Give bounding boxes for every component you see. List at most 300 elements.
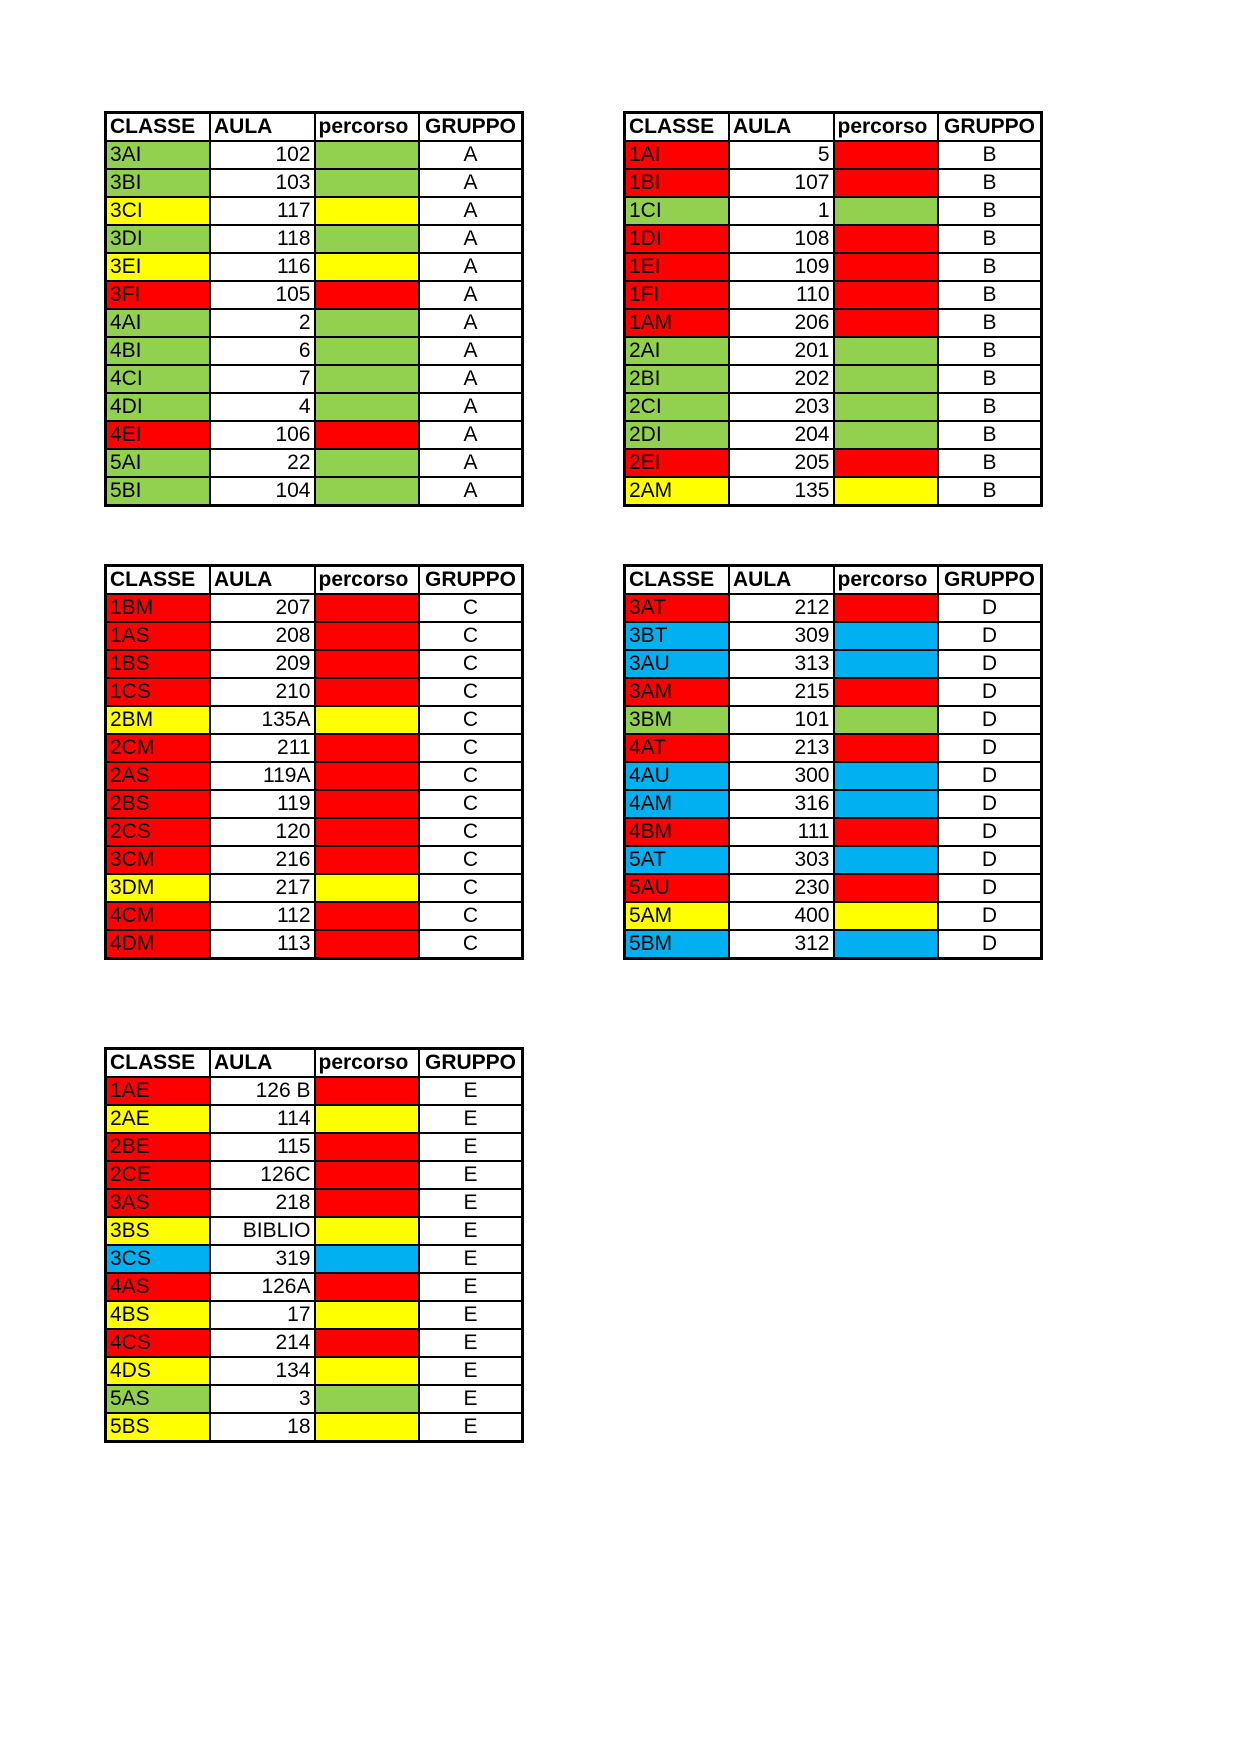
cell-percorso-swatch [315, 1329, 420, 1357]
table-row [625, 874, 1042, 902]
cell-percorso-swatch [834, 365, 939, 393]
table-row [625, 818, 1042, 846]
cell-classe: 4AI [106, 309, 211, 337]
cell-gruppo: E [419, 1413, 523, 1442]
cell-aula: 135 [729, 477, 834, 506]
header-classe: CLASSE [106, 1049, 211, 1078]
table-row [106, 197, 523, 225]
cell-classe: 5AM [625, 902, 730, 930]
table-row [106, 622, 523, 650]
cell-gruppo: E [419, 1245, 523, 1273]
table-row [625, 846, 1042, 874]
cell-classe: 3CI [106, 197, 211, 225]
table-row [625, 393, 1042, 421]
cell-classe: 4DI [106, 393, 211, 421]
cell-aula: 1 [729, 197, 834, 225]
table-row [106, 141, 523, 169]
cell-aula: 208 [210, 622, 315, 650]
cell-classe: 2EI [625, 449, 730, 477]
table-row [106, 1189, 523, 1217]
cell-aula: 210 [210, 678, 315, 706]
cell-aula: 309 [729, 622, 834, 650]
cell-aula: 119A [210, 762, 315, 790]
cell-gruppo: C [419, 734, 523, 762]
cell-percorso-swatch [315, 734, 420, 762]
cell-percorso-swatch [834, 421, 939, 449]
cell-gruppo: B [938, 197, 1042, 225]
header-classe: CLASSE [106, 113, 211, 142]
cell-aula: 22 [210, 449, 315, 477]
cell-classe: 2DI [625, 421, 730, 449]
cell-gruppo: C [419, 874, 523, 902]
cell-percorso-swatch [315, 678, 420, 706]
cell-percorso-swatch [834, 678, 939, 706]
cell-classe: 4DM [106, 930, 211, 959]
cell-aula: 319 [210, 1245, 315, 1273]
cell-classe: 3DM [106, 874, 211, 902]
cell-percorso-swatch [834, 477, 939, 506]
cell-percorso-swatch [834, 197, 939, 225]
cell-classe: 3BI [106, 169, 211, 197]
table-row [106, 253, 523, 281]
cell-percorso-swatch [834, 337, 939, 365]
cell-classe: 1BI [625, 169, 730, 197]
cell-percorso-swatch [315, 930, 420, 959]
cell-classe: 2BM [106, 706, 211, 734]
header-aula: AULA [210, 113, 315, 142]
cell-classe: 2BS [106, 790, 211, 818]
cell-classe: 5BM [625, 930, 730, 959]
cell-classe: 3CS [106, 1245, 211, 1273]
cell-aula: 115 [210, 1133, 315, 1161]
cell-percorso-swatch [315, 477, 420, 506]
table-row [625, 650, 1042, 678]
cell-classe: 4BI [106, 337, 211, 365]
cell-gruppo: D [938, 622, 1042, 650]
cell-classe: 1BM [106, 594, 211, 622]
cell-percorso-swatch [315, 1133, 420, 1161]
cell-aula: 126A [210, 1273, 315, 1301]
cell-percorso-swatch [315, 1077, 420, 1105]
cell-percorso-swatch [315, 197, 420, 225]
cell-percorso-swatch [834, 930, 939, 959]
cell-percorso-swatch [315, 337, 420, 365]
cell-percorso-swatch [315, 1189, 420, 1217]
cell-classe: 1EI [625, 253, 730, 281]
cell-classe: 3DI [106, 225, 211, 253]
cell-gruppo: A [419, 225, 523, 253]
cell-aula: 106 [210, 421, 315, 449]
header-classe: CLASSE [106, 566, 211, 595]
cell-percorso-swatch [315, 902, 420, 930]
table-group-d [623, 564, 1043, 960]
cell-percorso-swatch [315, 281, 420, 309]
header-gruppo: GRUPPO [938, 566, 1042, 595]
cell-percorso-swatch [315, 1357, 420, 1385]
cell-gruppo: B [938, 365, 1042, 393]
cell-gruppo: D [938, 930, 1042, 959]
cell-percorso-swatch [315, 1217, 420, 1245]
cell-gruppo: C [419, 650, 523, 678]
cell-aula: 117 [210, 197, 315, 225]
table-row [625, 477, 1042, 506]
cell-classe: 4EI [106, 421, 211, 449]
table-group-e [104, 1047, 524, 1443]
cell-classe: 2CI [625, 393, 730, 421]
table-row [625, 253, 1042, 281]
table-row [106, 1329, 523, 1357]
cell-classe: 1AS [106, 622, 211, 650]
cell-gruppo: A [419, 169, 523, 197]
cell-percorso-swatch [315, 1245, 420, 1273]
header-row [106, 566, 523, 595]
cell-percorso-swatch [315, 846, 420, 874]
cell-classe: 1BS [106, 650, 211, 678]
cell-gruppo: D [938, 594, 1042, 622]
cell-percorso-swatch [315, 818, 420, 846]
cell-aula: 126 B [210, 1077, 315, 1105]
header-classe: CLASSE [625, 113, 730, 142]
cell-classe: 5AT [625, 846, 730, 874]
cell-percorso-swatch [834, 622, 939, 650]
table-row [625, 421, 1042, 449]
cell-aula: 206 [729, 309, 834, 337]
cell-aula: 203 [729, 393, 834, 421]
cell-gruppo: C [419, 594, 523, 622]
cell-gruppo: B [938, 141, 1042, 169]
cell-gruppo: A [419, 421, 523, 449]
table-row [625, 762, 1042, 790]
cell-aula: 134 [210, 1357, 315, 1385]
cell-aula: 209 [210, 650, 315, 678]
cell-aula: 7 [210, 365, 315, 393]
cell-percorso-swatch [315, 169, 420, 197]
cell-gruppo: D [938, 706, 1042, 734]
cell-classe: 1AM [625, 309, 730, 337]
cell-percorso-swatch [834, 281, 939, 309]
cell-gruppo: C [419, 818, 523, 846]
cell-aula: 201 [729, 337, 834, 365]
cell-aula: 400 [729, 902, 834, 930]
cell-aula: 316 [729, 790, 834, 818]
cell-percorso-swatch [315, 1105, 420, 1133]
table-group-c [104, 564, 524, 960]
table-row [106, 846, 523, 874]
cell-aula: 211 [210, 734, 315, 762]
cell-classe: 5BS [106, 1413, 211, 1442]
cell-aula: 110 [729, 281, 834, 309]
cell-percorso-swatch [834, 790, 939, 818]
cell-percorso-swatch [315, 1273, 420, 1301]
cell-aula: 126C [210, 1161, 315, 1189]
cell-gruppo: C [419, 622, 523, 650]
cell-percorso-swatch [834, 253, 939, 281]
cell-aula: 120 [210, 818, 315, 846]
cell-percorso-swatch [315, 790, 420, 818]
cell-gruppo: C [419, 930, 523, 959]
table-row [625, 281, 1042, 309]
cell-percorso-swatch [834, 846, 939, 874]
cell-percorso-swatch [315, 650, 420, 678]
header-gruppo: GRUPPO [419, 1049, 523, 1078]
cell-gruppo: E [419, 1357, 523, 1385]
cell-gruppo: B [938, 281, 1042, 309]
table-row [625, 930, 1042, 959]
table-row [625, 734, 1042, 762]
table-row [106, 1245, 523, 1273]
table-row [106, 225, 523, 253]
cell-gruppo: B [938, 169, 1042, 197]
cell-classe: 3AM [625, 678, 730, 706]
cell-gruppo: C [419, 902, 523, 930]
cell-classe: 4BM [625, 818, 730, 846]
table-row [625, 790, 1042, 818]
cell-aula: 116 [210, 253, 315, 281]
cell-aula: 212 [729, 594, 834, 622]
cell-aula: 113 [210, 930, 315, 959]
cell-aula: 4 [210, 393, 315, 421]
table-row [106, 1273, 523, 1301]
header-percorso: percorso [834, 113, 939, 142]
cell-classe: 3BS [106, 1217, 211, 1245]
cell-gruppo: B [938, 225, 1042, 253]
cell-classe: 5AS [106, 1385, 211, 1413]
cell-aula: 105 [210, 281, 315, 309]
cell-gruppo: E [419, 1077, 523, 1105]
header-percorso: percorso [315, 113, 420, 142]
cell-percorso-swatch [834, 818, 939, 846]
table-row [106, 902, 523, 930]
cell-classe: 1AI [625, 141, 730, 169]
cell-classe: 1CS [106, 678, 211, 706]
table-row [106, 1217, 523, 1245]
cell-percorso-swatch [834, 902, 939, 930]
table-row [625, 309, 1042, 337]
cell-classe: 2CE [106, 1161, 211, 1189]
table-row [625, 365, 1042, 393]
table-row [106, 790, 523, 818]
cell-gruppo: A [419, 477, 523, 506]
cell-gruppo: C [419, 790, 523, 818]
table-row [625, 678, 1042, 706]
cell-gruppo: E [419, 1105, 523, 1133]
cell-percorso-swatch [315, 421, 420, 449]
cell-gruppo: D [938, 902, 1042, 930]
cell-gruppo: E [419, 1385, 523, 1413]
table-row [106, 1301, 523, 1329]
table-row [106, 169, 523, 197]
cell-percorso-swatch [834, 309, 939, 337]
cell-percorso-swatch [834, 141, 939, 169]
table-row [106, 818, 523, 846]
cell-gruppo: D [938, 790, 1042, 818]
cell-classe: 4CI [106, 365, 211, 393]
cell-aula: 114 [210, 1105, 315, 1133]
cell-aula: 119 [210, 790, 315, 818]
cell-aula: 108 [729, 225, 834, 253]
cell-aula: 104 [210, 477, 315, 506]
table-row [106, 594, 523, 622]
table-row [106, 930, 523, 959]
cell-aula: 230 [729, 874, 834, 902]
header-aula: AULA [210, 1049, 315, 1078]
cell-gruppo: A [419, 253, 523, 281]
cell-classe: 4DS [106, 1357, 211, 1385]
cell-aula: 107 [729, 169, 834, 197]
cell-gruppo: E [419, 1329, 523, 1357]
cell-percorso-swatch [834, 393, 939, 421]
cell-classe: 4AT [625, 734, 730, 762]
cell-gruppo: B [938, 421, 1042, 449]
table-row [106, 1161, 523, 1189]
cell-percorso-swatch [834, 650, 939, 678]
cell-classe: 4AS [106, 1273, 211, 1301]
header-gruppo: GRUPPO [419, 113, 523, 142]
cell-gruppo: D [938, 762, 1042, 790]
cell-percorso-swatch [315, 706, 420, 734]
header-gruppo: GRUPPO [938, 113, 1042, 142]
table-row [625, 225, 1042, 253]
table-row [625, 449, 1042, 477]
cell-gruppo: A [419, 309, 523, 337]
cell-classe: 1FI [625, 281, 730, 309]
cell-aula: 2 [210, 309, 315, 337]
table-row [106, 1357, 523, 1385]
cell-percorso-swatch [834, 449, 939, 477]
cell-aula: 111 [729, 818, 834, 846]
cell-classe: 2AM [625, 477, 730, 506]
table-row [106, 762, 523, 790]
cell-classe: 2AE [106, 1105, 211, 1133]
cell-classe: 1CI [625, 197, 730, 225]
cell-gruppo: A [419, 393, 523, 421]
cell-gruppo: B [938, 309, 1042, 337]
cell-percorso-swatch [315, 449, 420, 477]
table-row [106, 650, 523, 678]
cell-gruppo: A [419, 281, 523, 309]
header-row [106, 1049, 523, 1078]
cell-percorso-swatch [315, 309, 420, 337]
cell-aula: 3 [210, 1385, 315, 1413]
cell-classe: 5AI [106, 449, 211, 477]
cell-aula: 101 [729, 706, 834, 734]
cell-classe: 3AU [625, 650, 730, 678]
cell-percorso-swatch [315, 594, 420, 622]
cell-classe: 3CM [106, 846, 211, 874]
cell-aula: 214 [210, 1329, 315, 1357]
header-percorso: percorso [315, 566, 420, 595]
table-row [625, 169, 1042, 197]
cell-aula: 312 [729, 930, 834, 959]
cell-gruppo: A [419, 141, 523, 169]
cell-percorso-swatch [315, 1385, 420, 1413]
cell-classe: 3AI [106, 141, 211, 169]
cell-gruppo: A [419, 337, 523, 365]
cell-aula: 103 [210, 169, 315, 197]
header-gruppo: GRUPPO [419, 566, 523, 595]
cell-aula: 216 [210, 846, 315, 874]
cell-classe: 2AS [106, 762, 211, 790]
cell-percorso-swatch [315, 253, 420, 281]
table-row [625, 594, 1042, 622]
cell-percorso-swatch [834, 594, 939, 622]
table-row [106, 706, 523, 734]
table-row [625, 622, 1042, 650]
cell-classe: 3AS [106, 1189, 211, 1217]
cell-classe: 3FI [106, 281, 211, 309]
cell-gruppo: B [938, 393, 1042, 421]
cell-classe: 4BS [106, 1301, 211, 1329]
table-row [106, 309, 523, 337]
header-row [106, 113, 523, 142]
cell-classe: 5AU [625, 874, 730, 902]
table-row [106, 1385, 523, 1413]
cell-aula: 213 [729, 734, 834, 762]
table-row [106, 678, 523, 706]
cell-classe: 2CS [106, 818, 211, 846]
cell-gruppo: E [419, 1133, 523, 1161]
cell-gruppo: B [938, 449, 1042, 477]
cell-gruppo: C [419, 762, 523, 790]
cell-aula: 218 [210, 1189, 315, 1217]
header-row [625, 113, 1042, 142]
cell-percorso-swatch [315, 1161, 420, 1189]
cell-percorso-swatch [315, 365, 420, 393]
table-row [106, 1133, 523, 1161]
cell-percorso-swatch [834, 874, 939, 902]
cell-gruppo: A [419, 197, 523, 225]
cell-gruppo: E [419, 1189, 523, 1217]
cell-classe: 4AM [625, 790, 730, 818]
cell-aula: 18 [210, 1413, 315, 1442]
cell-aula: 109 [729, 253, 834, 281]
cell-percorso-swatch [315, 225, 420, 253]
cell-gruppo: D [938, 734, 1042, 762]
cell-gruppo: D [938, 846, 1042, 874]
cell-classe: 3AT [625, 594, 730, 622]
table-row [106, 281, 523, 309]
header-classe: CLASSE [625, 566, 730, 595]
header-percorso: percorso [315, 1049, 420, 1078]
cell-gruppo: E [419, 1301, 523, 1329]
cell-aula: 300 [729, 762, 834, 790]
cell-classe: 3EI [106, 253, 211, 281]
table-row [625, 197, 1042, 225]
cell-classe: 2CM [106, 734, 211, 762]
table-row [106, 874, 523, 902]
cell-gruppo: D [938, 678, 1042, 706]
table-row [106, 449, 523, 477]
cell-aula: 205 [729, 449, 834, 477]
cell-percorso-swatch [315, 874, 420, 902]
table-row [106, 477, 523, 506]
cell-classe: 2AI [625, 337, 730, 365]
header-row [625, 566, 1042, 595]
cell-aula: 202 [729, 365, 834, 393]
table-row [106, 734, 523, 762]
cell-classe: 2BE [106, 1133, 211, 1161]
cell-percorso-swatch [834, 762, 939, 790]
header-aula: AULA [210, 566, 315, 595]
table-row [625, 141, 1042, 169]
cell-classe: 4CM [106, 902, 211, 930]
cell-aula: 204 [729, 421, 834, 449]
cell-percorso-swatch [315, 141, 420, 169]
cell-aula: 118 [210, 225, 315, 253]
cell-classe: 4AU [625, 762, 730, 790]
table-row [106, 337, 523, 365]
cell-percorso-swatch [315, 622, 420, 650]
